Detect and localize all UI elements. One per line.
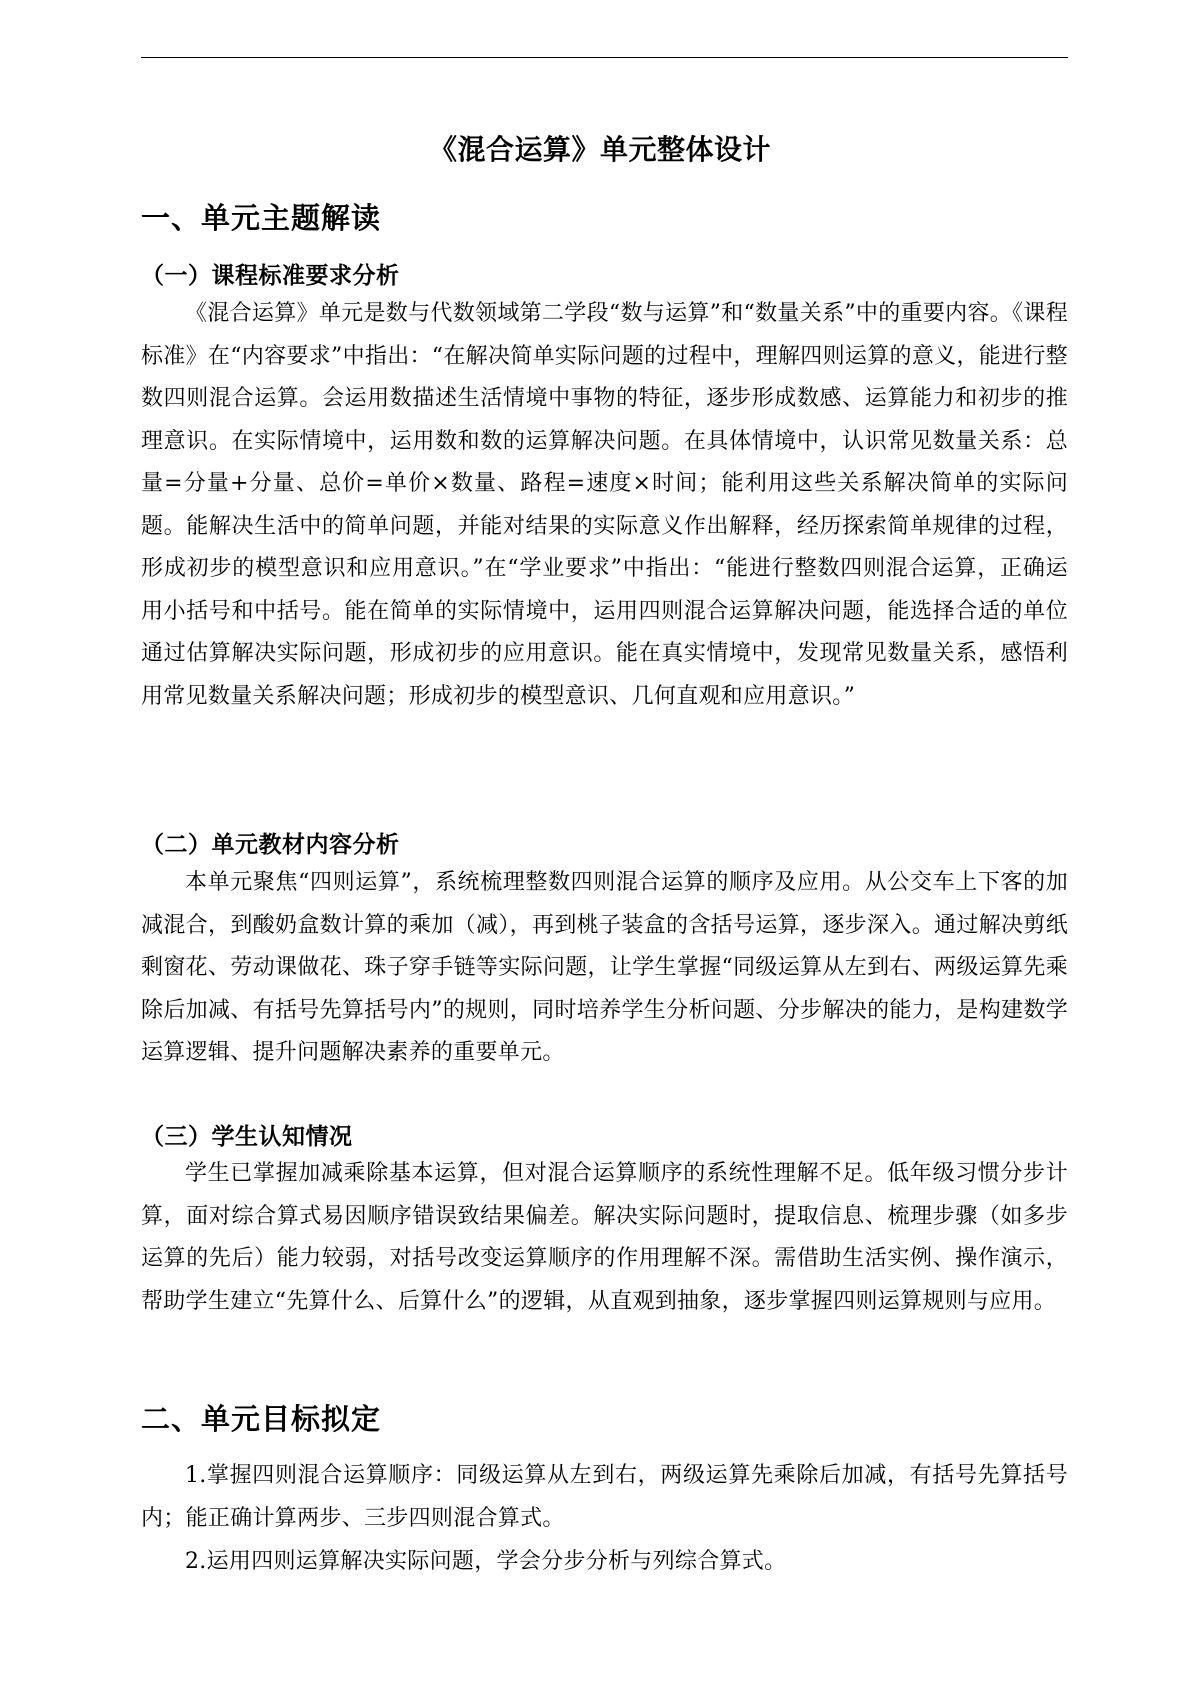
subsection-heading-2: （二）单元教材内容分析 <box>141 832 400 858</box>
paragraph-curriculum-standard: 《混合运算》单元是数与代数领域第二学段“数与运算”和“数量关系”中的重要内容。《课程标准》在“内容要求”中指出：“在解决简单实际问题的过程中，理解四则运算的意义，能进行整数四则混合运算。会运用数描述生活情境中事物的特征，逐步形成数感、运算能力和初步的推理意识。在实际情境中，运用数和数的运算解决问题。在具体情境中，认识常见数量关系：总量=分量+分量、总价=单价×数量、路程=速度×时间；能利用这些关系解决简单的实际问题。能解决生活中的简单问题，并能对结果的实际意义作出解释，经历探索简单规律的过程，形成初步的模型意识和应用意识。”在“学业要求”中指出：“能进行整数四则混合运算，正确运用小括号和中括号。能在简单的实际情境中，运用四则混合运算解决问题，能选择合适的单位通过估算解决实际问题，形成初步的应用意识。能在真实情境中，发现常见数量关系，感悟利用常见数量关系解决问题；形成初步的模型意识、几何直观和应用意识。” <box>141 301 1068 709</box>
document-title: 《混合运算》单元整体设计 <box>428 133 771 166</box>
goal-item-1: 1.掌握四则混合运算顺序：同级运算从左到右，两级运算先乘除后加减，有括号先算括号内；能正确计算两步、三步四则混合算式。 <box>141 1463 1068 1531</box>
header-rule <box>141 57 1068 58</box>
paragraph-student-cognition: 学生已掌握加减乘除基本运算，但对混合运算顺序的系统性理解不足。低年级习惯分步计算，面对综合算式易因顺序错误致结果偏差。解决实际问题时，提取信息、梳理步骤（如多步运算的先后）能力较弱，对括号改变运算顺序的作用理解不深。需借助生活实例、操作演示，帮助学生建立“先算什么、后算什么”的逻辑，从直观到抽象，逐步掌握四则运算规则与应用。 <box>141 1161 1068 1314</box>
goal-item-2: 2.运用四则运算解决实际问题，学会分步分析与列综合算式。 <box>185 1549 787 1574</box>
section-heading-1: 一、单元主题解读 <box>141 201 382 235</box>
section-heading-2: 二、单元目标拟定 <box>141 1402 382 1436</box>
subsection-heading-3: （三）学生认知情况 <box>141 1124 353 1150</box>
subsection-heading-1: （一）课程标准要求分析 <box>141 263 400 289</box>
paragraph-textbook-analysis: 本单元聚焦“四则运算”，系统梳理整数四则混合运算的顺序及应用。从公交车上下客的加减混合，到酸奶盒数计算的乘加（减），再到桃子装盒的含括号运算，逐步深入。通过解决剪纸剩窗花、劳动课做花、珠子穿手链等实际问题，让学生掌握“同级运算从左到右、两级运算先乘除后加减、有括号先算括号内”的规则，同时培养学生分析问题、分步解决的能力，是构建数学运算逻辑、提升问题解决素养的重要单元。 <box>141 870 1068 1065</box>
